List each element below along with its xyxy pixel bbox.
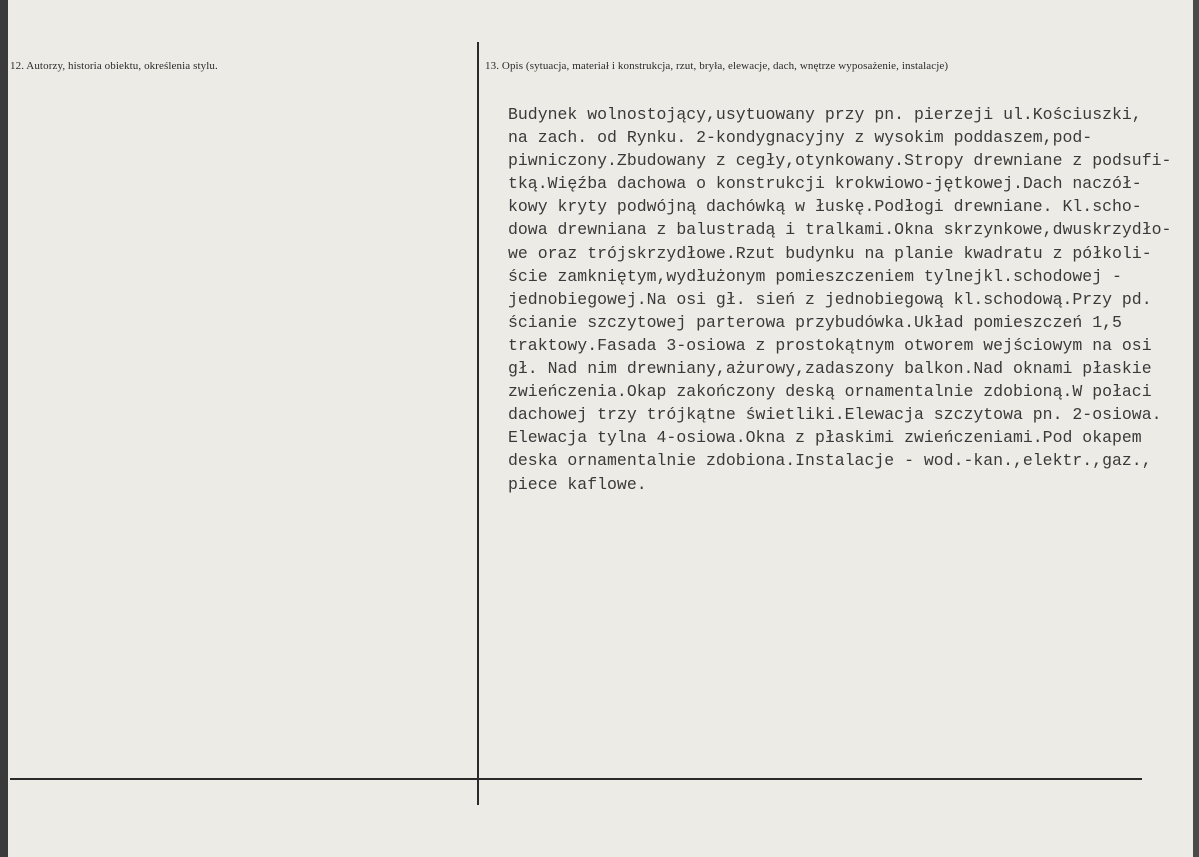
section-13-label: 13. Opis (sytuacja, materiał i konstrukcja, rzut, bryła, elewacje, dach, wnętrze wyposażenie, instalacje): [485, 60, 949, 72]
description-line: zwieńczenia.Okap zakończony deską ornamentalnie zdobioną.W połaci: [508, 382, 1152, 402]
description-line: ścianie szczytowej parterowa przybudówka.Układ pomieszczeń 1,5: [508, 312, 1122, 332]
section-12-label: 12. Autorzy, historia obiektu, określenia stylu.: [10, 60, 218, 72]
description-line: deska ornamentalnie zdobiona.Instalacje - wod.-kan.,elektr.,gaz.,: [508, 451, 1152, 471]
description-line: kowy kryty podwójną dachówką w łuskę.Podłogi drewniane. Kl.scho-: [508, 197, 1142, 217]
description-line: Elewacja tylna 4-osiowa.Okna z płaskimi zwieńczeniami.Pod okapem: [508, 428, 1142, 448]
description-line: piwniczony.Zbudowany z cegły,otynkowany.Stropy drewniane z podsufi-: [508, 151, 1172, 171]
column-divider: [477, 42, 479, 805]
description-line: dachowej trzy trójkątne świetliki.Elewacja szczytowa pn. 2-osiowa.: [508, 405, 1162, 425]
scan-edge-left: [0, 0, 8, 857]
description-line: dowa drewniana z balustradą i tralkami.Okna skrzynkowe,dwuskrzydło-: [508, 220, 1172, 240]
description-line: gł. Nad nim drewniany,ażurowy,zadaszony balkon.Nad oknami płaskie: [508, 359, 1152, 379]
description-line: Budynek wolnostojący,usytuowany przy pn. pierzeji ul.Kościuszki,: [508, 105, 1142, 124]
section-13-description: [508, 103, 1188, 496]
bottom-rule: [10, 778, 1142, 780]
description-line: piece kaflowe.: [508, 474, 647, 494]
scan-edge-right: [1193, 0, 1199, 857]
description-line: traktowy.Fasada 3-osiowa z prostokątnym otworem wejściowym na osi: [508, 335, 1152, 355]
description-line: ście zamkniętym,wydłużonym pomieszczeniem tylnejkl.schodowej -: [508, 266, 1122, 286]
description-line: tką.Więźba dachowa o konstrukcji krokwiowo-jętkowej.Dach naczół-: [508, 174, 1142, 194]
description-line: jednobiegowej.Na osi gł. sień z jednobiegową kl.schodową.Przy pd.: [508, 289, 1152, 309]
description-line: we oraz trójskrzydłowe.Rzut budynku na planie kwadratu z półkoli-: [508, 243, 1152, 263]
description-line: na zach. od Rynku. 2-kondygnacyjny z wysokim poddaszem,pod-: [508, 128, 1093, 148]
